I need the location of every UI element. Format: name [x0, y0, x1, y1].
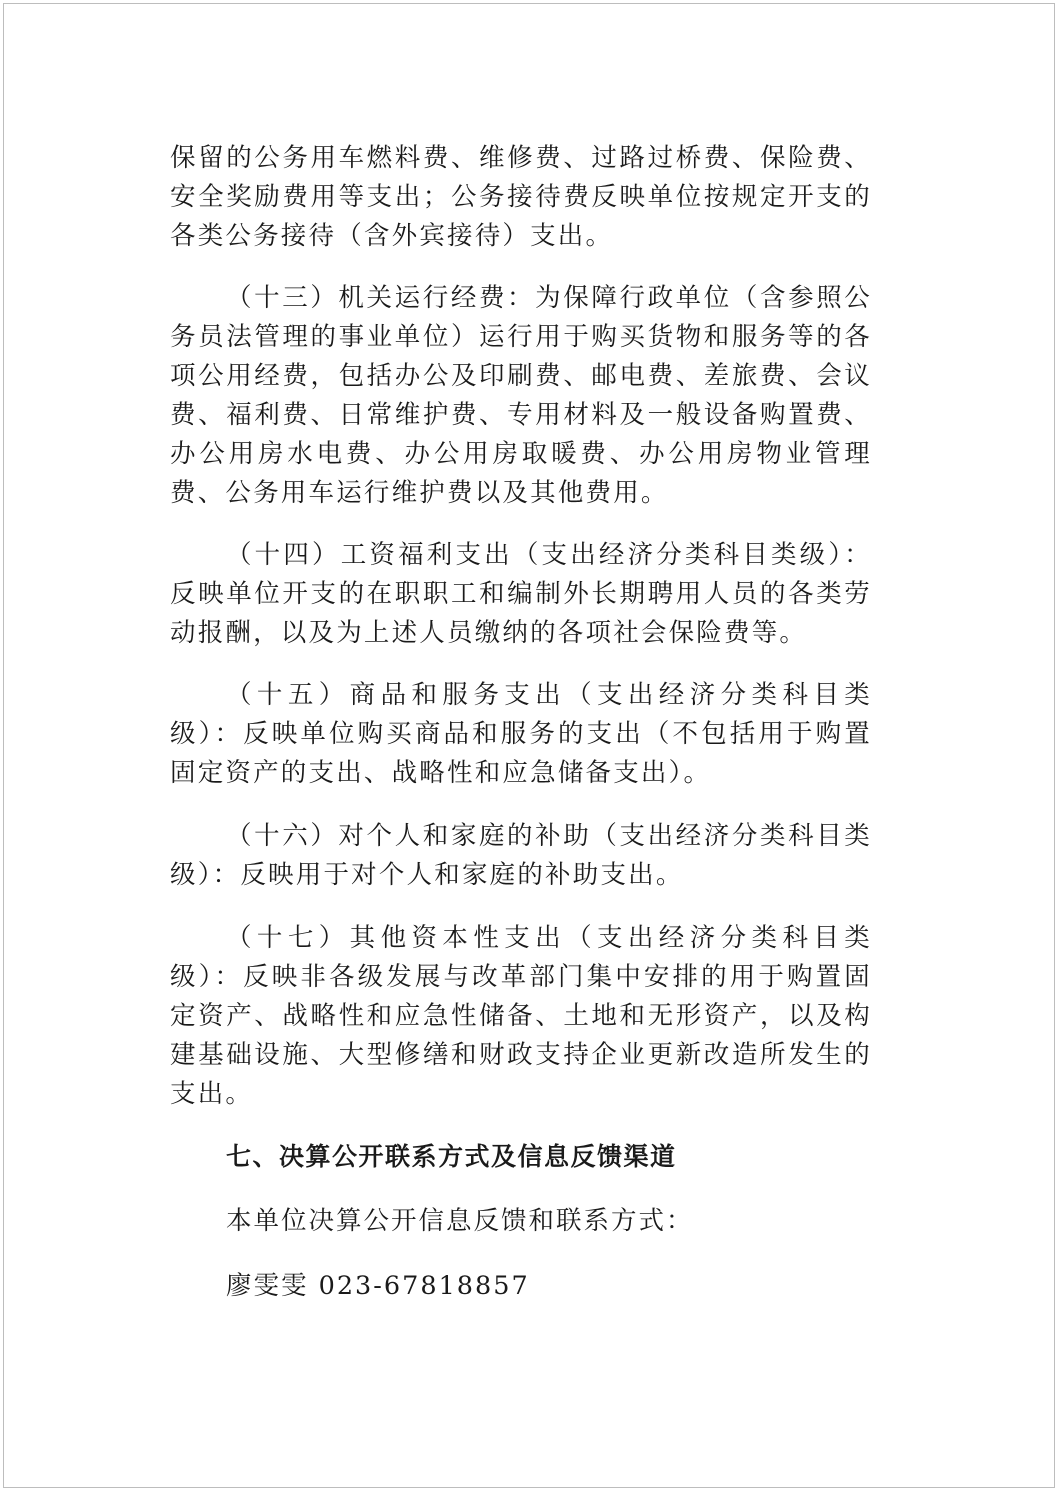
document-page — [3, 3, 1055, 1488]
contact-info: 廖雯雯 023-67818857 — [226, 1271, 530, 1301]
paragraph-16: （十六）对个人和家庭的补助（支出经济分类科目类级）：反映用于对个人和家庭的补助支出。 — [170, 821, 872, 890]
paragraph-13: （十三）机关运行经费：为保障行政单位（含参照公务员法管理的事业单位）运行用于购买货物和服务等的各项公用经费，包括办公及印刷费、邮电费、差旅费、会议费、福利费、日常维护费、专用材料及一般设备购置费、办公用房水电费、办公用房取暖费、办公用房物业管理费、公务用车运行维护费以及其他费用。 — [170, 283, 872, 508]
paragraph-14: （十四）工资福利支出（支出经济分类科目类级）：反映单位开支的在职职工和编制外长期聘用人员的各类劳动报酬，以及为上述人员缴纳的各项社会保险费等。 — [170, 540, 872, 648]
contact-intro: 本单位决算公开信息反馈和联系方式： — [226, 1206, 694, 1236]
paragraph-continued: 保留的公务用车燃料费、维修费、过路过桥费、保险费、安全奖励费用等支出；公务接待费反映单位按规定开支的各类公务接待（含外宾接待）支出。 — [170, 143, 872, 251]
paragraph-15: （十五）商品和服务支出（支出经济分类科目类级）：反映单位购买商品和服务的支出（不包括用于购置固定资产的支出、战略性和应急储备支出）。 — [170, 680, 872, 788]
paragraph-17: （十七）其他资本性支出（支出经济分类科目类级）：反映非各级发展与改革部门集中安排的用于购置固定资产、战略性和应急性储备、土地和无形资产，以及构建基础设施、大型修缮和财政支持企业更新改造所发生的支出。 — [170, 923, 872, 1109]
section-heading: 七、决算公开联系方式及信息反馈渠道 — [226, 1142, 677, 1171]
